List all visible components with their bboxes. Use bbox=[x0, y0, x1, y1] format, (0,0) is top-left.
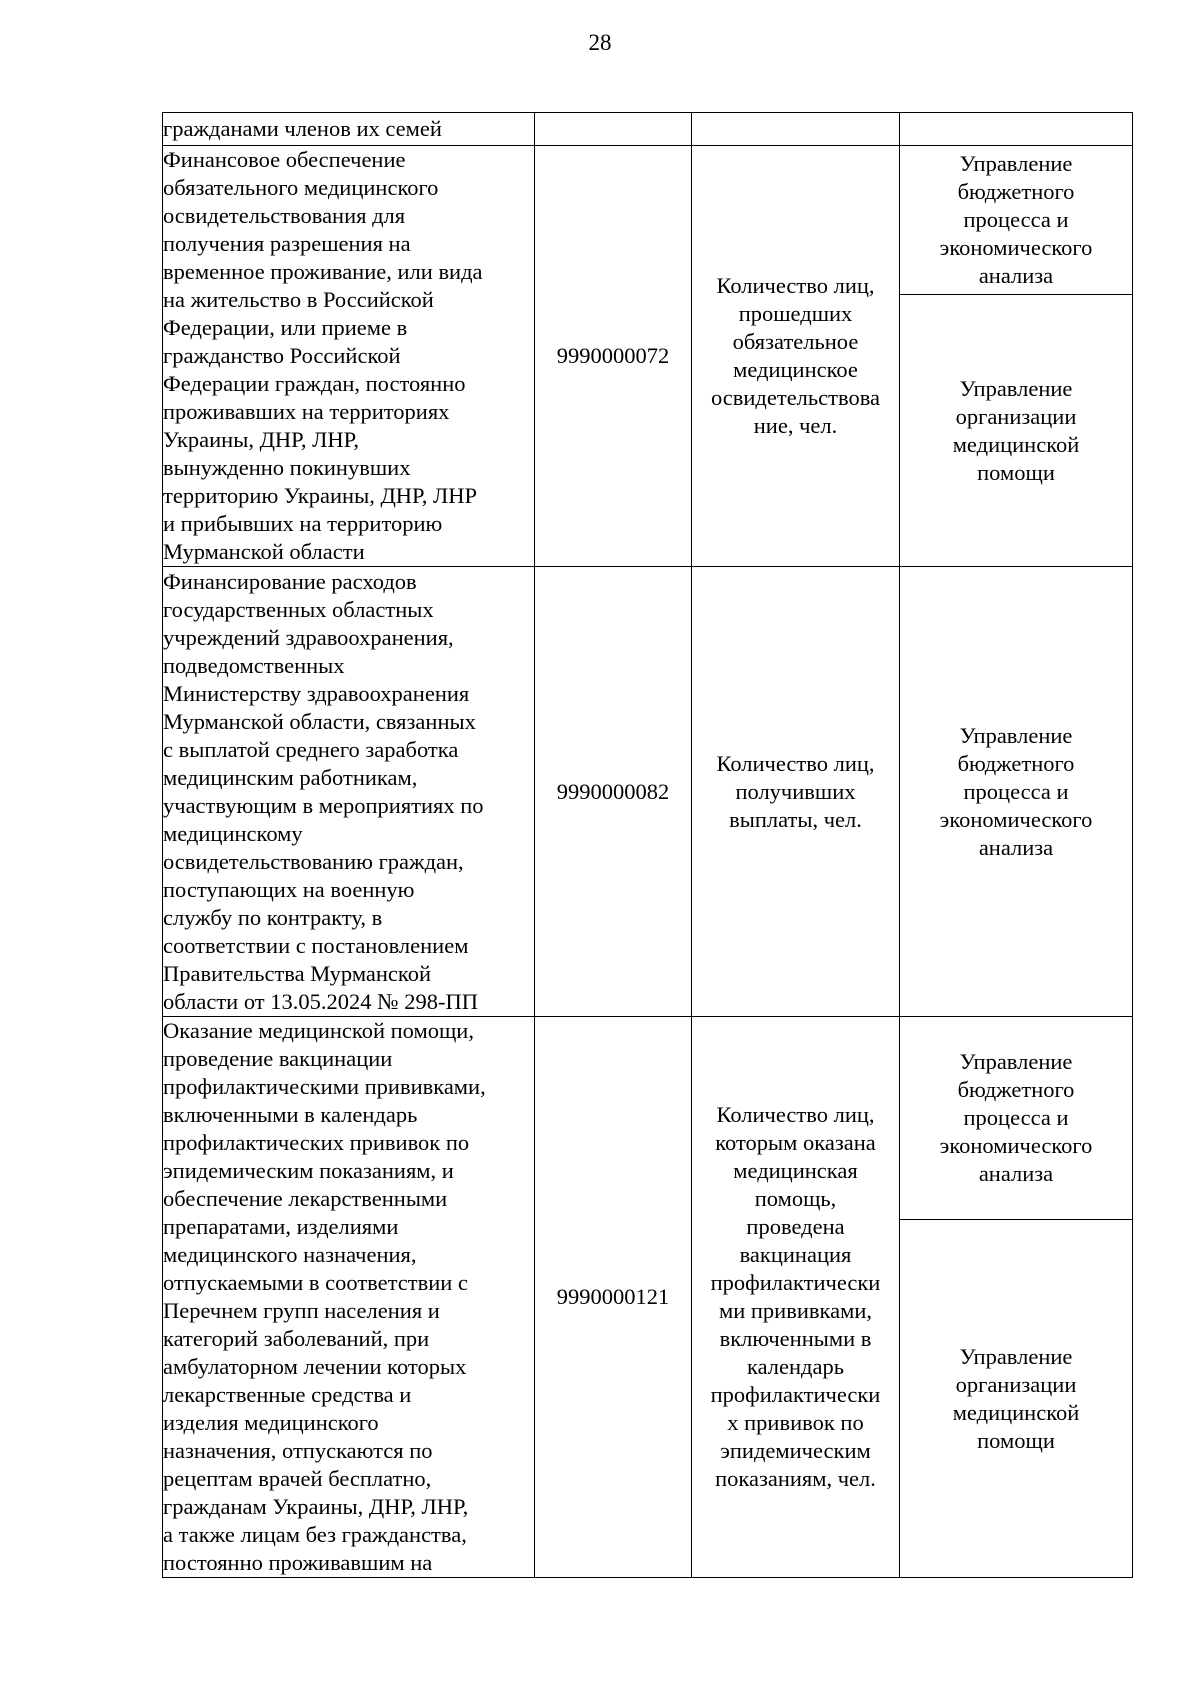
table-row bbox=[163, 146, 1133, 295]
row-description: Оказание медицинской помощи, проведение вакцинации профилактическими прививками, включенными в календарь профилактических прививок по эпидемическим показаниям, и обеспечение лекарственными препаратами, изделиями медицинского назначения, отпускаемыми в соответствии с Перечнем групп населения и категорий заболеваний, при амбулаторном лечении которых лекарственные средства и изделия медицинского назначения, отпускаются по рецептам врачей бесплатно, гражданам Украины, ДНР, ЛНР, а также лицам без гражданства, постоянно проживавшим на bbox=[163, 1017, 535, 1578]
table-row bbox=[163, 1017, 1133, 1220]
row-code bbox=[535, 113, 692, 146]
row-description: Финансирование расходов государственных областных учреждений здравоохранения, подведомственных Министерству здравоохранения Мурманской области, связанных с выплатой среднего заработка медицинским работникам, участвующим в мероприятиях по медицинскому освидетельствованию граждан, поступающих на военную службу по контракту, в соответствии с постановлением Правительства Мурманской области от 13.05.2024 № 298-ПП bbox=[163, 567, 535, 1017]
row-department: Управление организации медицинской помощи bbox=[900, 1220, 1133, 1578]
table-row bbox=[163, 567, 1133, 1017]
row-department bbox=[900, 113, 1133, 146]
table-row bbox=[163, 113, 1133, 146]
row-code: 9990000082 bbox=[535, 567, 692, 1017]
row-indicator bbox=[692, 113, 900, 146]
row-department: Управление организации медицинской помощи bbox=[900, 295, 1133, 567]
row-code: 9990000072 bbox=[535, 146, 692, 567]
row-description: Финансовое обеспечение обязательного медицинского освидетельствования для получения разрешения на временное проживание, или вида на жительство в Российской Федерации, или приеме в гражданство Российской Федерации граждан, постоянно проживавших на территориях Украины, ДНР, ЛНР, вынужденно покинувших территорию Украины, ДНР, ЛНР и прибывших на территорию Мурманской области bbox=[163, 146, 535, 567]
row-department: Управление бюджетного процесса и экономического анализа bbox=[900, 567, 1133, 1017]
row-code: 9990000121 bbox=[535, 1017, 692, 1578]
expenditure-table bbox=[162, 112, 1133, 1578]
row-description: гражданами членов их семей bbox=[163, 113, 535, 146]
row-indicator: Количество лиц, получивших выплаты, чел. bbox=[692, 567, 900, 1017]
row-department: Управление бюджетного процесса и экономического анализа bbox=[900, 1017, 1133, 1220]
row-indicator: Количество лиц, которым оказана медицинская помощь, проведена вакцинация профилактически ми прививками, включенными в календарь профилактически х прививок по эпидемическим показаниям, чел. bbox=[692, 1017, 900, 1578]
row-indicator: Количество лиц, прошедших обязательное медицинское освидетельствова ние, чел. bbox=[692, 146, 900, 567]
page-number: 28 bbox=[588, 30, 612, 55]
row-department: Управление бюджетного процесса и экономического анализа bbox=[900, 146, 1133, 295]
